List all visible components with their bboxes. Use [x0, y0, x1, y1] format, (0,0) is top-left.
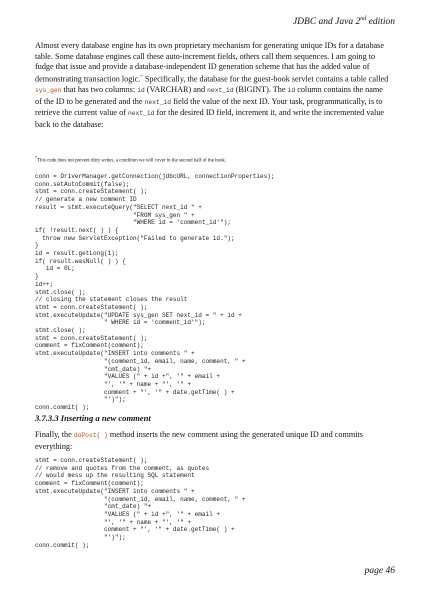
code-next-id-3: next_id — [127, 110, 155, 118]
code-line: "WHERE id = 'comment_id'"); — [35, 219, 231, 227]
code-line: "(comment_id, email, name, comment, " + — [35, 495, 246, 503]
intro-text-1: Almost every database engine has its own proprietary mechanism for generating unique IDs for a database table. Some database engines call these auto-increment fields, others call them sequences. I am going to fudge that issue and provide a database-independent ID generation scheme that has the added value of demonstrating transaction logic. — [35, 41, 384, 84]
code-id-2: id — [287, 87, 296, 95]
code-line: conn.commit( ); — [35, 404, 90, 412]
code-line: "')"); — [35, 534, 126, 542]
code-line: "cmt_date) "+ — [35, 503, 152, 511]
footnote-text: This code does not prevent dirty writes, a condition we will cover in the second half of the book. — [37, 158, 227, 164]
code-line: comment + "', '" + date.getTime( ) + — [35, 526, 235, 534]
intro-text-4: (VARCHAR) and — [144, 85, 208, 95]
section-paragraph-block — [35, 430, 391, 452]
code-line: comment = fixComment(comment); — [35, 342, 144, 350]
code-line: stmt = conn.createStatement( ); — [35, 188, 148, 196]
code-next-id-2: next_id — [144, 98, 172, 106]
code-next-id: next_id — [207, 87, 234, 95]
code-line: conn = DriverManager.getConnection(jdbcURL, connectionProperties); — [35, 173, 275, 180]
code-line: // generate a new comment ID — [35, 196, 137, 204]
intro-text-6: column contains the name of the ID to be generated and the — [35, 85, 383, 106]
code-block-1 — [35, 173, 391, 412]
footnote-symbol: * — [35, 155, 38, 160]
code-line: conn.setAutoCommit(false); — [35, 180, 130, 188]
intro-text-5: (BIGINT). The — [233, 85, 288, 95]
code-listing-id-generation — [35, 173, 391, 412]
code-listing-insert-comment — [35, 457, 391, 549]
code-line: if( result.wasNull( ) ) { — [35, 257, 126, 265]
code-line: conn.commit( ); — [35, 541, 90, 549]
code-dopost: doPost( ) — [73, 432, 108, 439]
code-line: stmt.close( ); — [35, 288, 86, 296]
section-text-1: Finally, the — [35, 430, 74, 439]
intro-paragraph — [35, 41, 391, 130]
code-line: "', '" + name + "', '" + — [35, 518, 192, 526]
code-line: stmt.executeUpdate("INSERT into comments " + — [35, 350, 195, 358]
code-line: if( !result.next( ) ) { — [35, 226, 119, 234]
code-line: stmt = conn.createStatement( ); — [35, 457, 148, 464]
code-line: id++; — [35, 280, 54, 288]
code-line: stmt.executeUpdate("INSERT into comments " + — [35, 487, 195, 495]
code-line: // would mess up the resulting SQL statement — [35, 472, 195, 480]
intro-text-7: field the value of the next ID. Your task, programmatically, is to retrieve the current value of — [35, 96, 383, 118]
code-line: stmt.executeUpdate("UPDATE sys_gen SET next_id = " + id + — [35, 311, 242, 319]
section-paragraph — [35, 430, 391, 452]
section-text-2: method inserts the new comment using the generated unique ID and commits everything: — [35, 430, 363, 451]
code-line: "VALUES (" + id +", '" + email + — [35, 510, 221, 518]
code-line: } — [35, 242, 39, 250]
footnote — [35, 155, 391, 165]
section-heading: 3.7.3.3 Inserting a new comment — [35, 413, 151, 423]
running-header — [293, 16, 395, 27]
header-suffix: edition — [366, 17, 395, 28]
code-line: comment + "', '" + date.getTime( ) + — [35, 388, 235, 396]
code-line: // remove and quotes from the comment, as quotes — [35, 464, 210, 472]
intro-text-8: for the desired ID field, increment it, and write the incremented value back to the database: — [35, 108, 385, 129]
code-line: "FROM sys_gen " + — [35, 211, 195, 219]
header-title: JDBC and Java 2 — [292, 17, 361, 28]
footnote-marker: * — [140, 74, 143, 80]
header-sup: nd — [360, 16, 367, 22]
code-line: stmt = conn.createStatement( ); — [35, 334, 148, 342]
intro-text-2: Specifically, the database for the guest-book servlet contains a table called — [142, 74, 389, 84]
code-line: stmt = conn.createStatement( ); — [35, 303, 148, 311]
code-id: id — [137, 87, 145, 95]
intro-paragraph-block — [35, 41, 391, 130]
code-line: " WHERE id = 'comment_id'"); — [35, 319, 206, 327]
code-line: } — [35, 273, 39, 281]
intro-text-3: that has two columns: — [61, 85, 138, 95]
page-number: page 46 — [364, 566, 395, 576]
code-line: stmt.close( ); — [35, 327, 86, 335]
code-line: id = result.getLong(1); — [35, 250, 119, 258]
code-line: result = stmt.executeQuery("SELECT next_id " + — [35, 203, 202, 211]
code-line: "')"); — [35, 396, 126, 404]
code-line: "', '" + name + "', '" + — [35, 380, 192, 388]
code-line: "cmt_date) "+ — [35, 365, 152, 373]
code-line: throw new ServletException("Failed to generate id."); — [35, 234, 235, 242]
code-line: "(comment_id, email, name, comment, " + — [35, 357, 246, 365]
code-line: id = 0L; — [35, 265, 75, 273]
code-sys-gen: sys_gen — [35, 87, 62, 95]
code-line: comment = fixComment(comment); — [35, 480, 144, 488]
code-line: "VALUES (" + id +", '" + email + — [35, 373, 221, 381]
code-line: // closing the statement closes the result — [35, 296, 188, 304]
section-heading-block — [35, 413, 391, 423]
code-block-2 — [35, 457, 391, 549]
